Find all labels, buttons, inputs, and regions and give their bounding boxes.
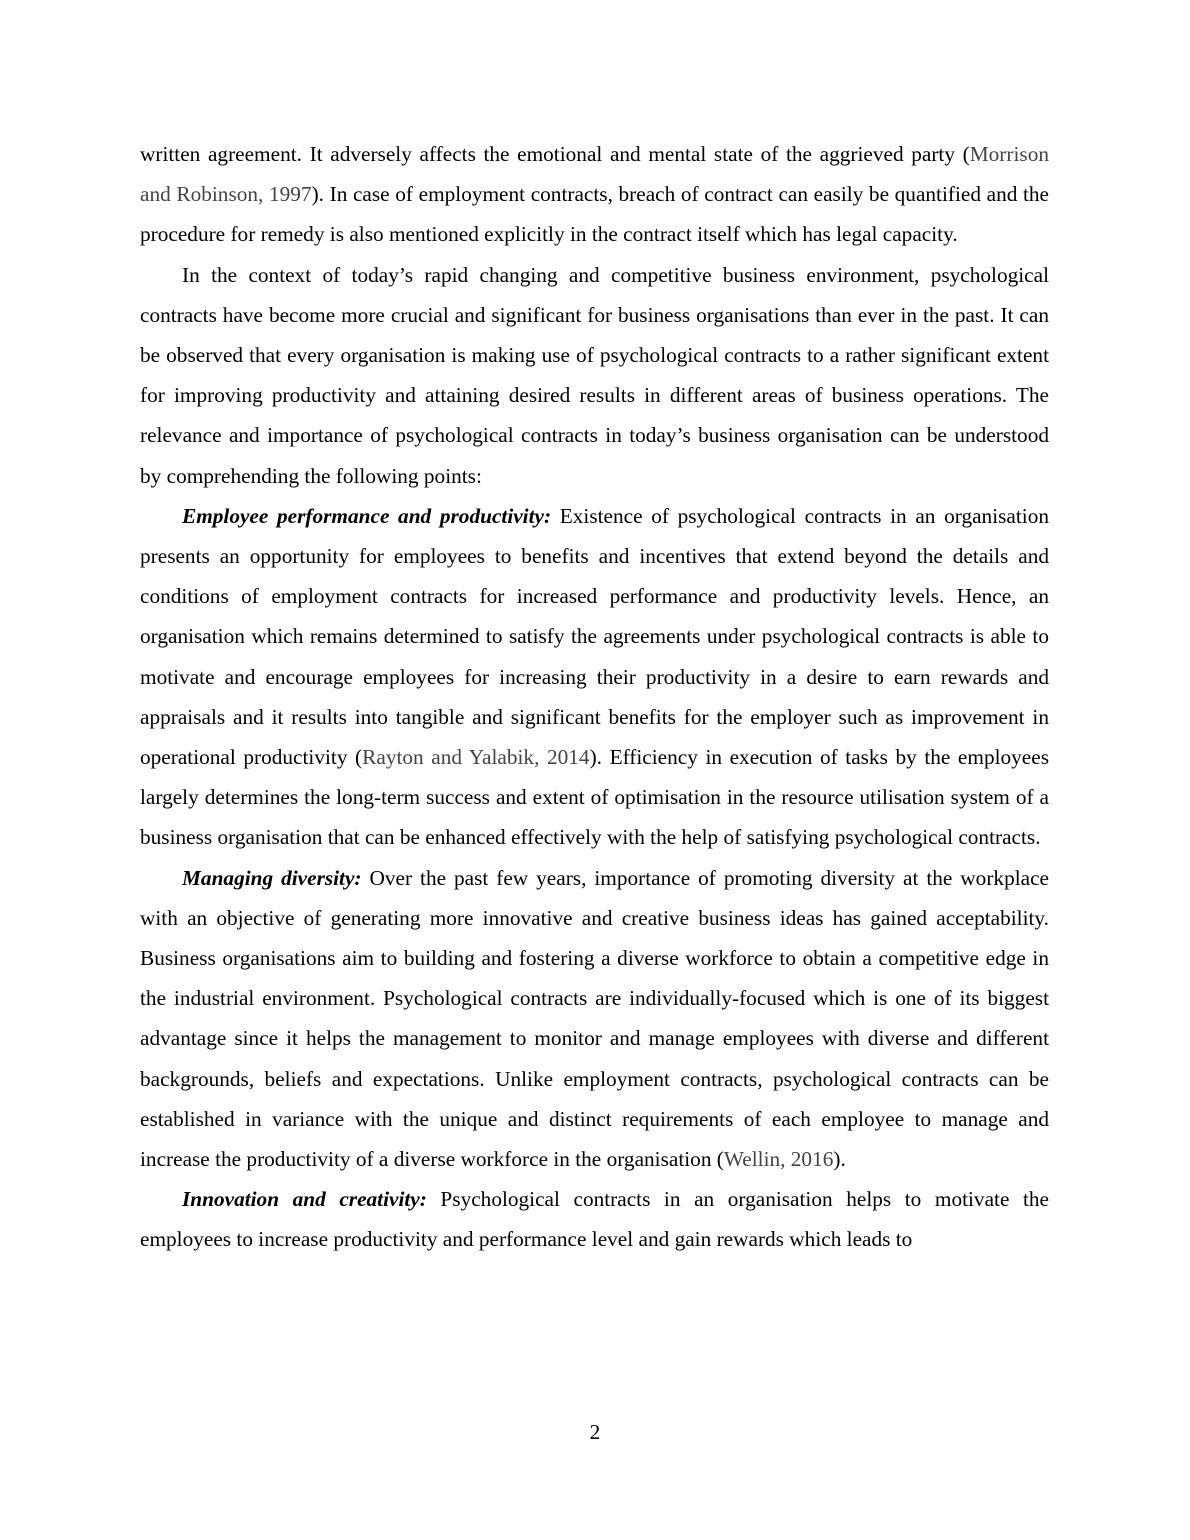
paragraph-employee-performance <box>140 496 1049 858</box>
paragraph-text: ). Efficiency in execution of tasks by the employees largely determines the long-term success and extent of optimisation in the resource utilisation system of a business organisation that can be enhanced effectively with the help of satisfying psychological contracts. <box>140 745 1049 850</box>
citation-morrison-robinson: Morrison and Robinson, 1997 <box>140 142 1049 207</box>
point-heading-employee-performance: Employee performance and productivity: <box>182 503 552 528</box>
paragraph-text: written agreement. It adversely affects the emotional and mental state of the aggrieved party ( <box>140 142 970 166</box>
document-body <box>140 134 1049 1260</box>
paragraph-text: In the context of today’s rapid changing and competitive business environment, psychological contracts have become more crucial and significant for business organisations than ever in the past. It can be observed that every organisation is making use of psychological contracts to a rather significant extent for improving productivity and attaining desired results in different areas of business operations. The relevance and importance of psychological contracts in today’s business organisation can be understood by comprehending the following points: <box>140 262 1049 488</box>
paragraph-text: ). <box>833 1147 846 1172</box>
paragraph-text: Existence of psychological contracts in an organisation presents an opportunity for employees to benefits and incentives that extend beyond the details and conditions of employment contracts for increased performance and productivity levels. Hence, an organisation which remains determined to satisfy the agreements under psychological contracts is able to motivate and encourage employees for increasing their productivity in a desire to earn rewards and appraisals and it results into tangible and significant benefits for the employer such as improvement in operational productivity ( <box>140 503 1049 770</box>
paragraph-managing-diversity <box>140 858 1049 1180</box>
paragraph-text: Over the past few years, importance of promoting diversity at the workplace with an objective of generating more innovative and creative business ideas has gained acceptability. Business organisations aim to building and fostering a diverse workforce to obtain a competitive edge in the industrial environment. Psychological contracts are individually-focused which is one of its biggest advantage since it helps the management to monitor and manage employees with diverse and different backgrounds, beliefs and expectations. Unlike employment contracts, psychological contracts can be established in variance with the unique and distinct requirements of each employee to manage and increase the productivity of a diverse workforce in the organisation ( <box>140 865 1049 1172</box>
point-heading-managing-diversity: Managing diversity: <box>182 865 362 890</box>
page-number: 2 <box>589 1420 601 1444</box>
paragraph-contract-breach <box>140 134 1049 255</box>
citation-rayton-yalabik: Rayton and Yalabik, 2014 <box>362 745 590 770</box>
paragraph-business-context <box>140 255 1049 496</box>
paragraph-text: ). In case of employment contracts, breach of contract can easily be quantified and the procedure for remedy is also mentioned explicitly in the contract itself which has legal capacity. <box>140 182 1050 247</box>
citation-wellin: Wellin, 2016 <box>723 1147 834 1172</box>
point-heading-innovation-creativity: Innovation and creativity: <box>182 1187 427 1212</box>
paragraph-text: Psychological contracts in an organisation helps to motivate the employees to increase productivity and performance level and gain rewards which leads to <box>140 1187 1049 1252</box>
paragraph-innovation-creativity <box>140 1179 1049 1259</box>
